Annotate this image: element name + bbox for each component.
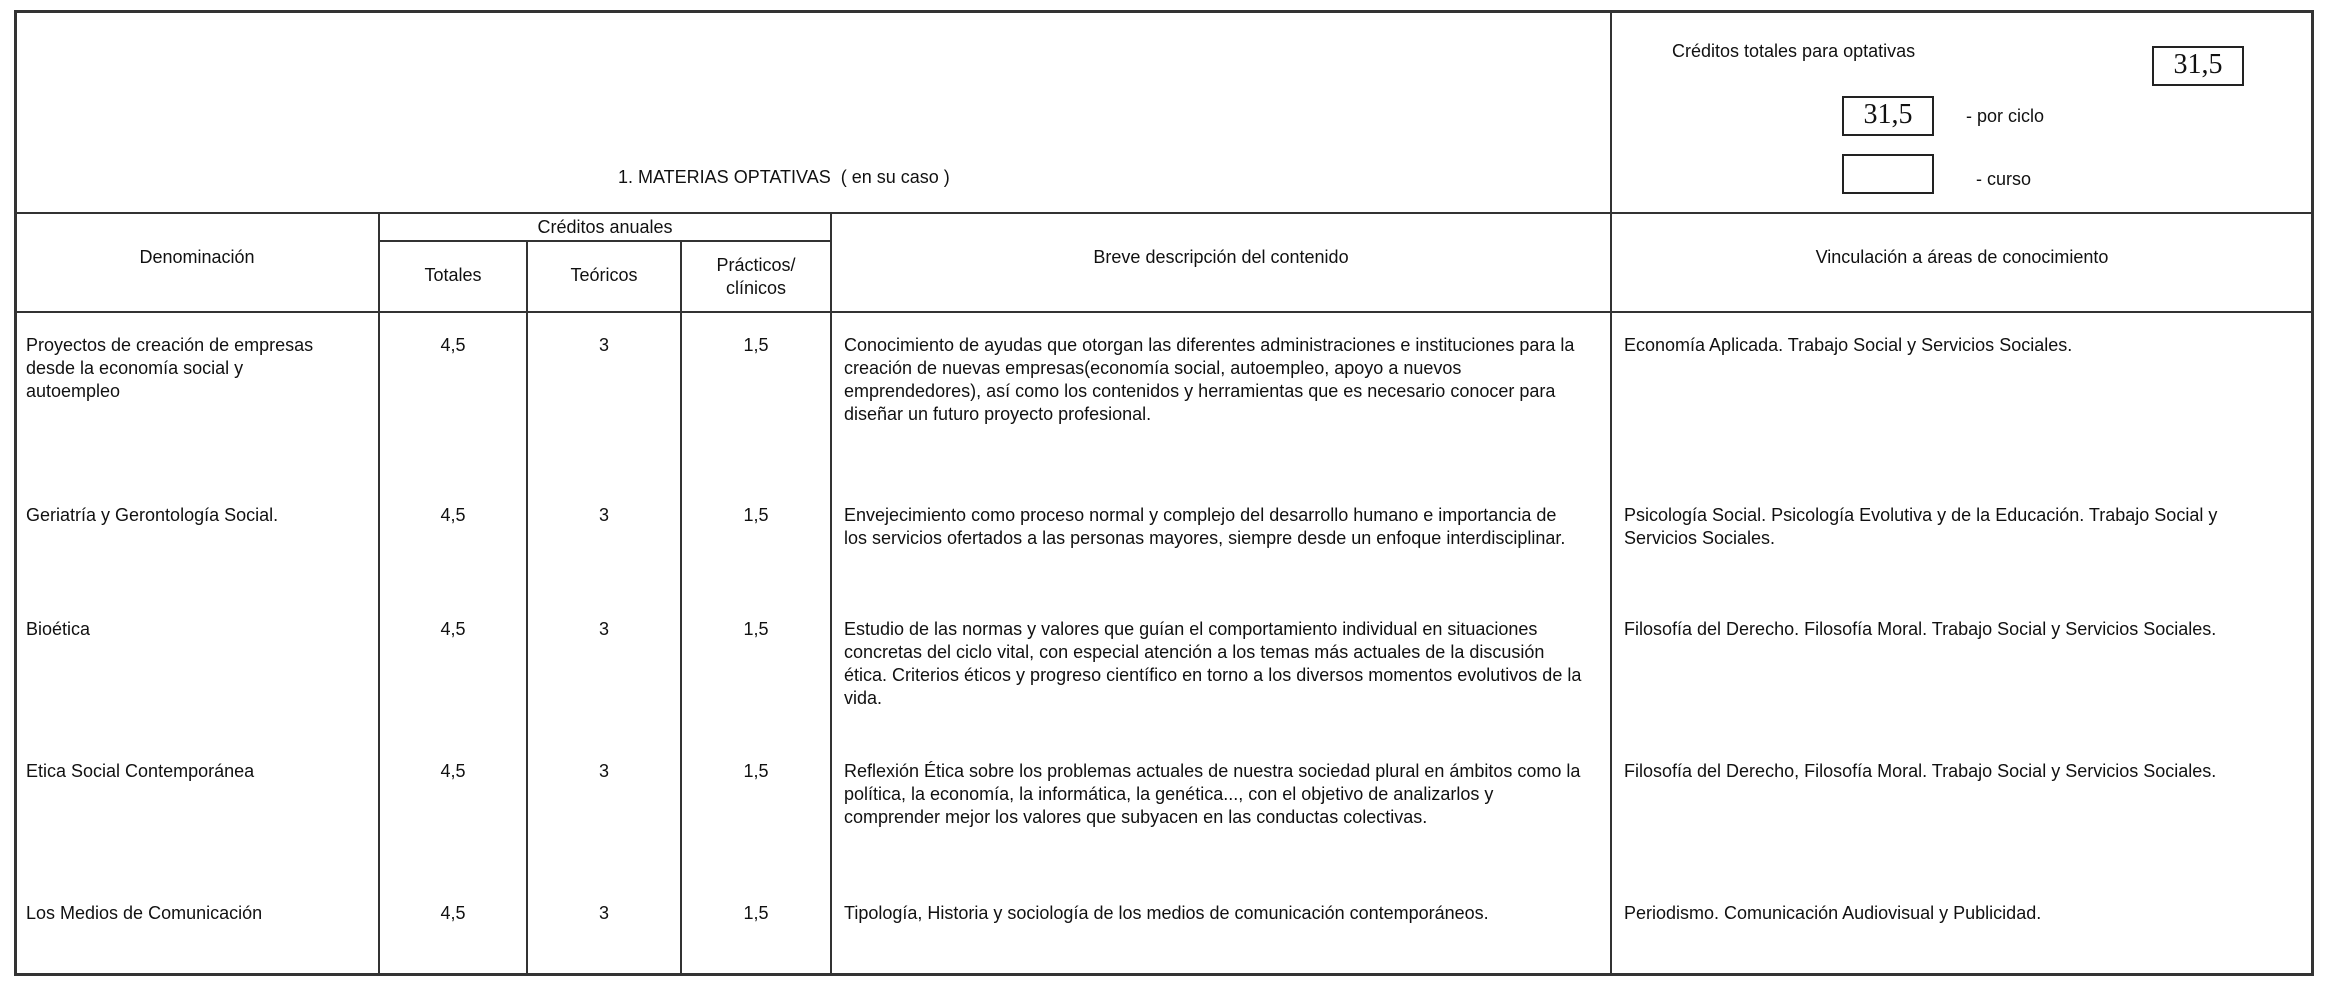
- row-2-totales: 4,5: [440, 505, 466, 525]
- col-header-creditos: Créditos anuales: [537, 217, 673, 237]
- row-1-teoricos: 3: [598, 335, 609, 355]
- row-3-areas: Filosofía del Derecho. Filosofía Moral. Trabajo Social y Servicios Sociales.: [1624, 619, 2217, 639]
- row-4-name: Etica Social Contemporánea: [26, 761, 255, 781]
- section-title: 1. MATERIAS OPTATIVAS ( en su caso ): [618, 167, 950, 187]
- row-1-name: Proyectos de creación de empresas desde la economía social y autoempleo: [26, 335, 314, 401]
- row-1-totales: 4,5: [440, 335, 466, 355]
- row-2-description: Envejecimiento como proceso normal y complejo del desarrollo humano e importancia de los servicios ofertados a las personas mayores, siempre desde un enfoque interdisciplinar.: [844, 505, 1566, 548]
- table-frame: [14, 10, 2314, 976]
- col-header-denominacion: Denominación: [139, 247, 255, 267]
- total-credits-value: 31,5: [2173, 49, 2223, 80]
- row-1-description: Conocimiento de ayudas que otorgan las diferentes administraciones e instituciones para la creación de nuevas empresas(economía social, autoempleo, apoyo a nuevos emprendedores), así como los contenidos y herramientas que es necesario conocer para diseñar un futuro proyecto profesional.: [844, 335, 1575, 424]
- header-divider: [16, 212, 2312, 214]
- row-3-name: Bioética: [26, 619, 91, 639]
- curso-label: - curso: [1976, 169, 2032, 189]
- column-header-divider: [16, 311, 2312, 313]
- row-2-areas: Psicología Social. Psicología Evolutiva y de la Educación. Trabajo Social y Servicios Sociales.: [1624, 505, 2218, 548]
- col-divider-1: [378, 214, 380, 974]
- ciclo-credits-value: 31,5: [1863, 99, 1913, 130]
- creditos-divider: [378, 240, 832, 242]
- row-4-practicos: 1,5: [743, 761, 769, 781]
- row-1-areas: Economía Aplicada. Trabajo Social y Servicios Sociales.: [1624, 335, 2073, 355]
- row-4-teoricos: 3: [598, 761, 609, 781]
- right-section-divider: [1610, 12, 1612, 974]
- row-1-practicos: 1,5: [743, 335, 769, 355]
- col-header-totales: Totales: [424, 265, 482, 285]
- col-header-practicos: Prácticos/ clínicos: [716, 255, 796, 298]
- row-3-description: Estudio de las normas y valores que guían el comportamiento individual en situaciones concretas del ciclo vital, con especial atención a los temas más actuales de la discusión ética. Criterios éticos y progreso científico en torno a los diversos momentos evolutivos de la vida.: [844, 619, 1582, 708]
- total-credits-label: Créditos totales para optativas: [1672, 41, 1916, 61]
- row-3-totales: 4,5: [440, 619, 466, 639]
- row-5-practicos: 1,5: [743, 903, 769, 923]
- ciclo-label: - por ciclo: [1966, 106, 2045, 126]
- col-header-vinculacion: Vinculación a áreas de conocimiento: [1815, 247, 2109, 267]
- row-3-practicos: 1,5: [743, 619, 769, 639]
- row-5-areas: Periodismo. Comunicación Audiovisual y Publicidad.: [1624, 903, 2042, 923]
- row-4-totales: 4,5: [440, 761, 466, 781]
- col-divider-4: [830, 214, 832, 974]
- row-3-teoricos: 3: [598, 619, 609, 639]
- col-header-teoricos: Teóricos: [570, 265, 638, 285]
- row-4-description: Reflexión Ética sobre los problemas actuales de nuestra sociedad plural en ámbitos como la política, la economía, la informática, la genética..., con el objetivo de analizarlos y comprender mejor los valores que subyacen en las conductas colectivas.: [844, 761, 1581, 827]
- row-5-teoricos: 3: [598, 903, 609, 923]
- row-5-description: Tipología, Historia y sociología de los medios de comunicación contemporáneos.: [844, 903, 1489, 923]
- row-4-areas: Filosofía del Derecho, Filosofía Moral. Trabajo Social y Servicios Sociales.: [1624, 761, 2217, 781]
- row-2-teoricos: 3: [598, 505, 609, 525]
- col-header-descripcion: Breve descripción del contenido: [1093, 247, 1349, 267]
- row-2-practicos: 1,5: [743, 505, 769, 525]
- row-2-name: Geriatría y Gerontología Social.: [26, 505, 279, 525]
- row-5-name: Los Medios de Comunicación: [26, 903, 263, 923]
- curso-credits-box: [1842, 154, 1934, 194]
- row-5-totales: 4,5: [440, 903, 466, 923]
